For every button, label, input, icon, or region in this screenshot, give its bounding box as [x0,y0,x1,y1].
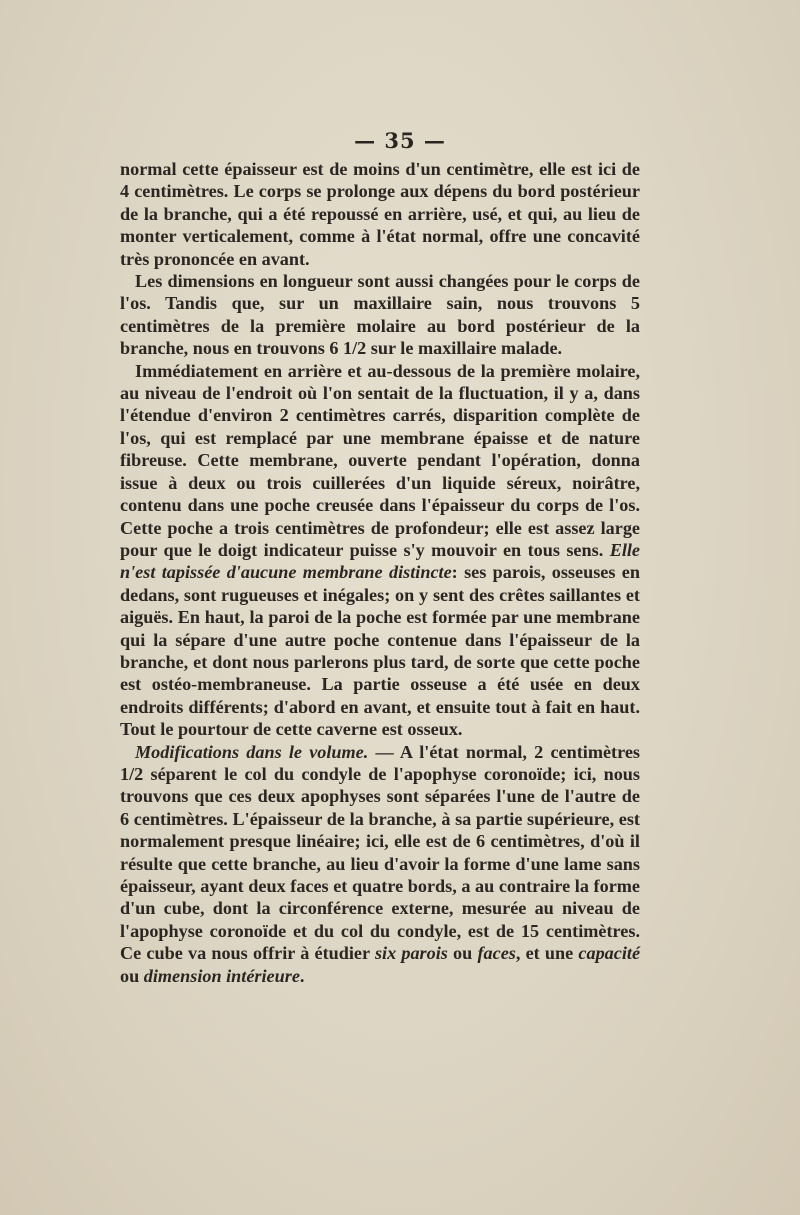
text-segment: normal cette épaisseur est de moins d'un centimètre, elle est ici de 4 centimètres. Le corps se prolonge aux dépens du bord postérieur de la branche, qui a été repoussé en arrière, usé, et qui, au lieu de monter verticalement, comme à l'état normal, offre une concavité très prononcée en avant. [120,159,640,269]
italic-segment: faces [477,943,516,964]
body-text [120,158,640,987]
text-segment: Les dimensions en longueur sont aussi changées pour le corps de l'os. Tandis que, sur un maxillaire sain, nous trouvons 5 centimètres de la première molaire au bord postérieur de la branche, nous en trouvons 6 1/2 sur le maxillaire malade. [120,271,640,359]
paragraph-2 [120,270,640,360]
italic-segment: six parois [374,943,448,964]
paragraph-1 [120,158,640,270]
paragraph-4 [120,741,640,987]
italic-segment: Elle n'est tapissée d'aucune membrane distincte [120,539,640,583]
text-segment: ou [120,965,144,986]
text-segment: . [299,965,305,986]
italic-segment: capacité [578,943,641,964]
text-segment: — A l'état normal, 2 centimètres 1/2 séparent le col du condyle de l'apophyse coronoïde; ici, nous trouvons que ces deux apophyses sont séparées l'une de l'autre de 6 centimètres. L'épaisseur de la branche, à sa partie supérieure, est normalement presque linéaire; ici, elle est de 6 centimètres, d'où il résulte que cette branche, au lieu d'avoir la forme d'une lame sans épaisseur, ayant deux faces et quatre bords, a au contraire la forme d'un cube, dont la circonférence externe, mesurée au niveau de l'apophyse coronoïde et du col du condyle, est de 15 centimètres. Ce cube va nous offrir à étudier [120,741,641,964]
text-segment: : ses parois, osseuses en dedans, sont rugueuses et inégales; on y sent des crêtes saillantes et aiguës. En haut, la paroi de la poche est formée par une membrane qui la sépare d'une autre poche contenue dans l'épaisseur de la branche, et dont nous parlerons plus tard, de sorte que cette poche est ostéo-membraneuse. La partie osseuse a été usée en deux endroits différents; d'abord en avant, et ensuite tout à fait en haut. Tout le pourtour de cette caverne est osseux. [120,562,640,740]
italic-segment: dimension intérieure [143,965,300,986]
section-heading: Modifications dans le volume. [135,741,369,762]
text-segment: , et une [515,943,579,964]
paragraph-3 [120,360,640,741]
text-segment: ou [447,943,478,964]
text-segment: Immédiatement en arrière et au-dessous de la première molaire, au niveau de l'endroit où l'on sentait de la fluctuation, il y a, dans l'étendue d'environ 2 centimètres carrés, disparition complète de l'os, qui est remplacé par une membrane épaisse et de nature fibreuse. Cette membrane, ouverte pendant l'opération, donna issue à deux ou trois cuillerées d'un liquide séreux, noirâtre, contenu dans une poche creusée dans l'épaisseur du corps de l'os. Cette poche a trois centimètres de profondeur; elle est assez large pour que le doigt indicateur puisse s'y mouvoir en tous sens. [120,360,640,560]
page-number: — 35 — [354,128,446,153]
